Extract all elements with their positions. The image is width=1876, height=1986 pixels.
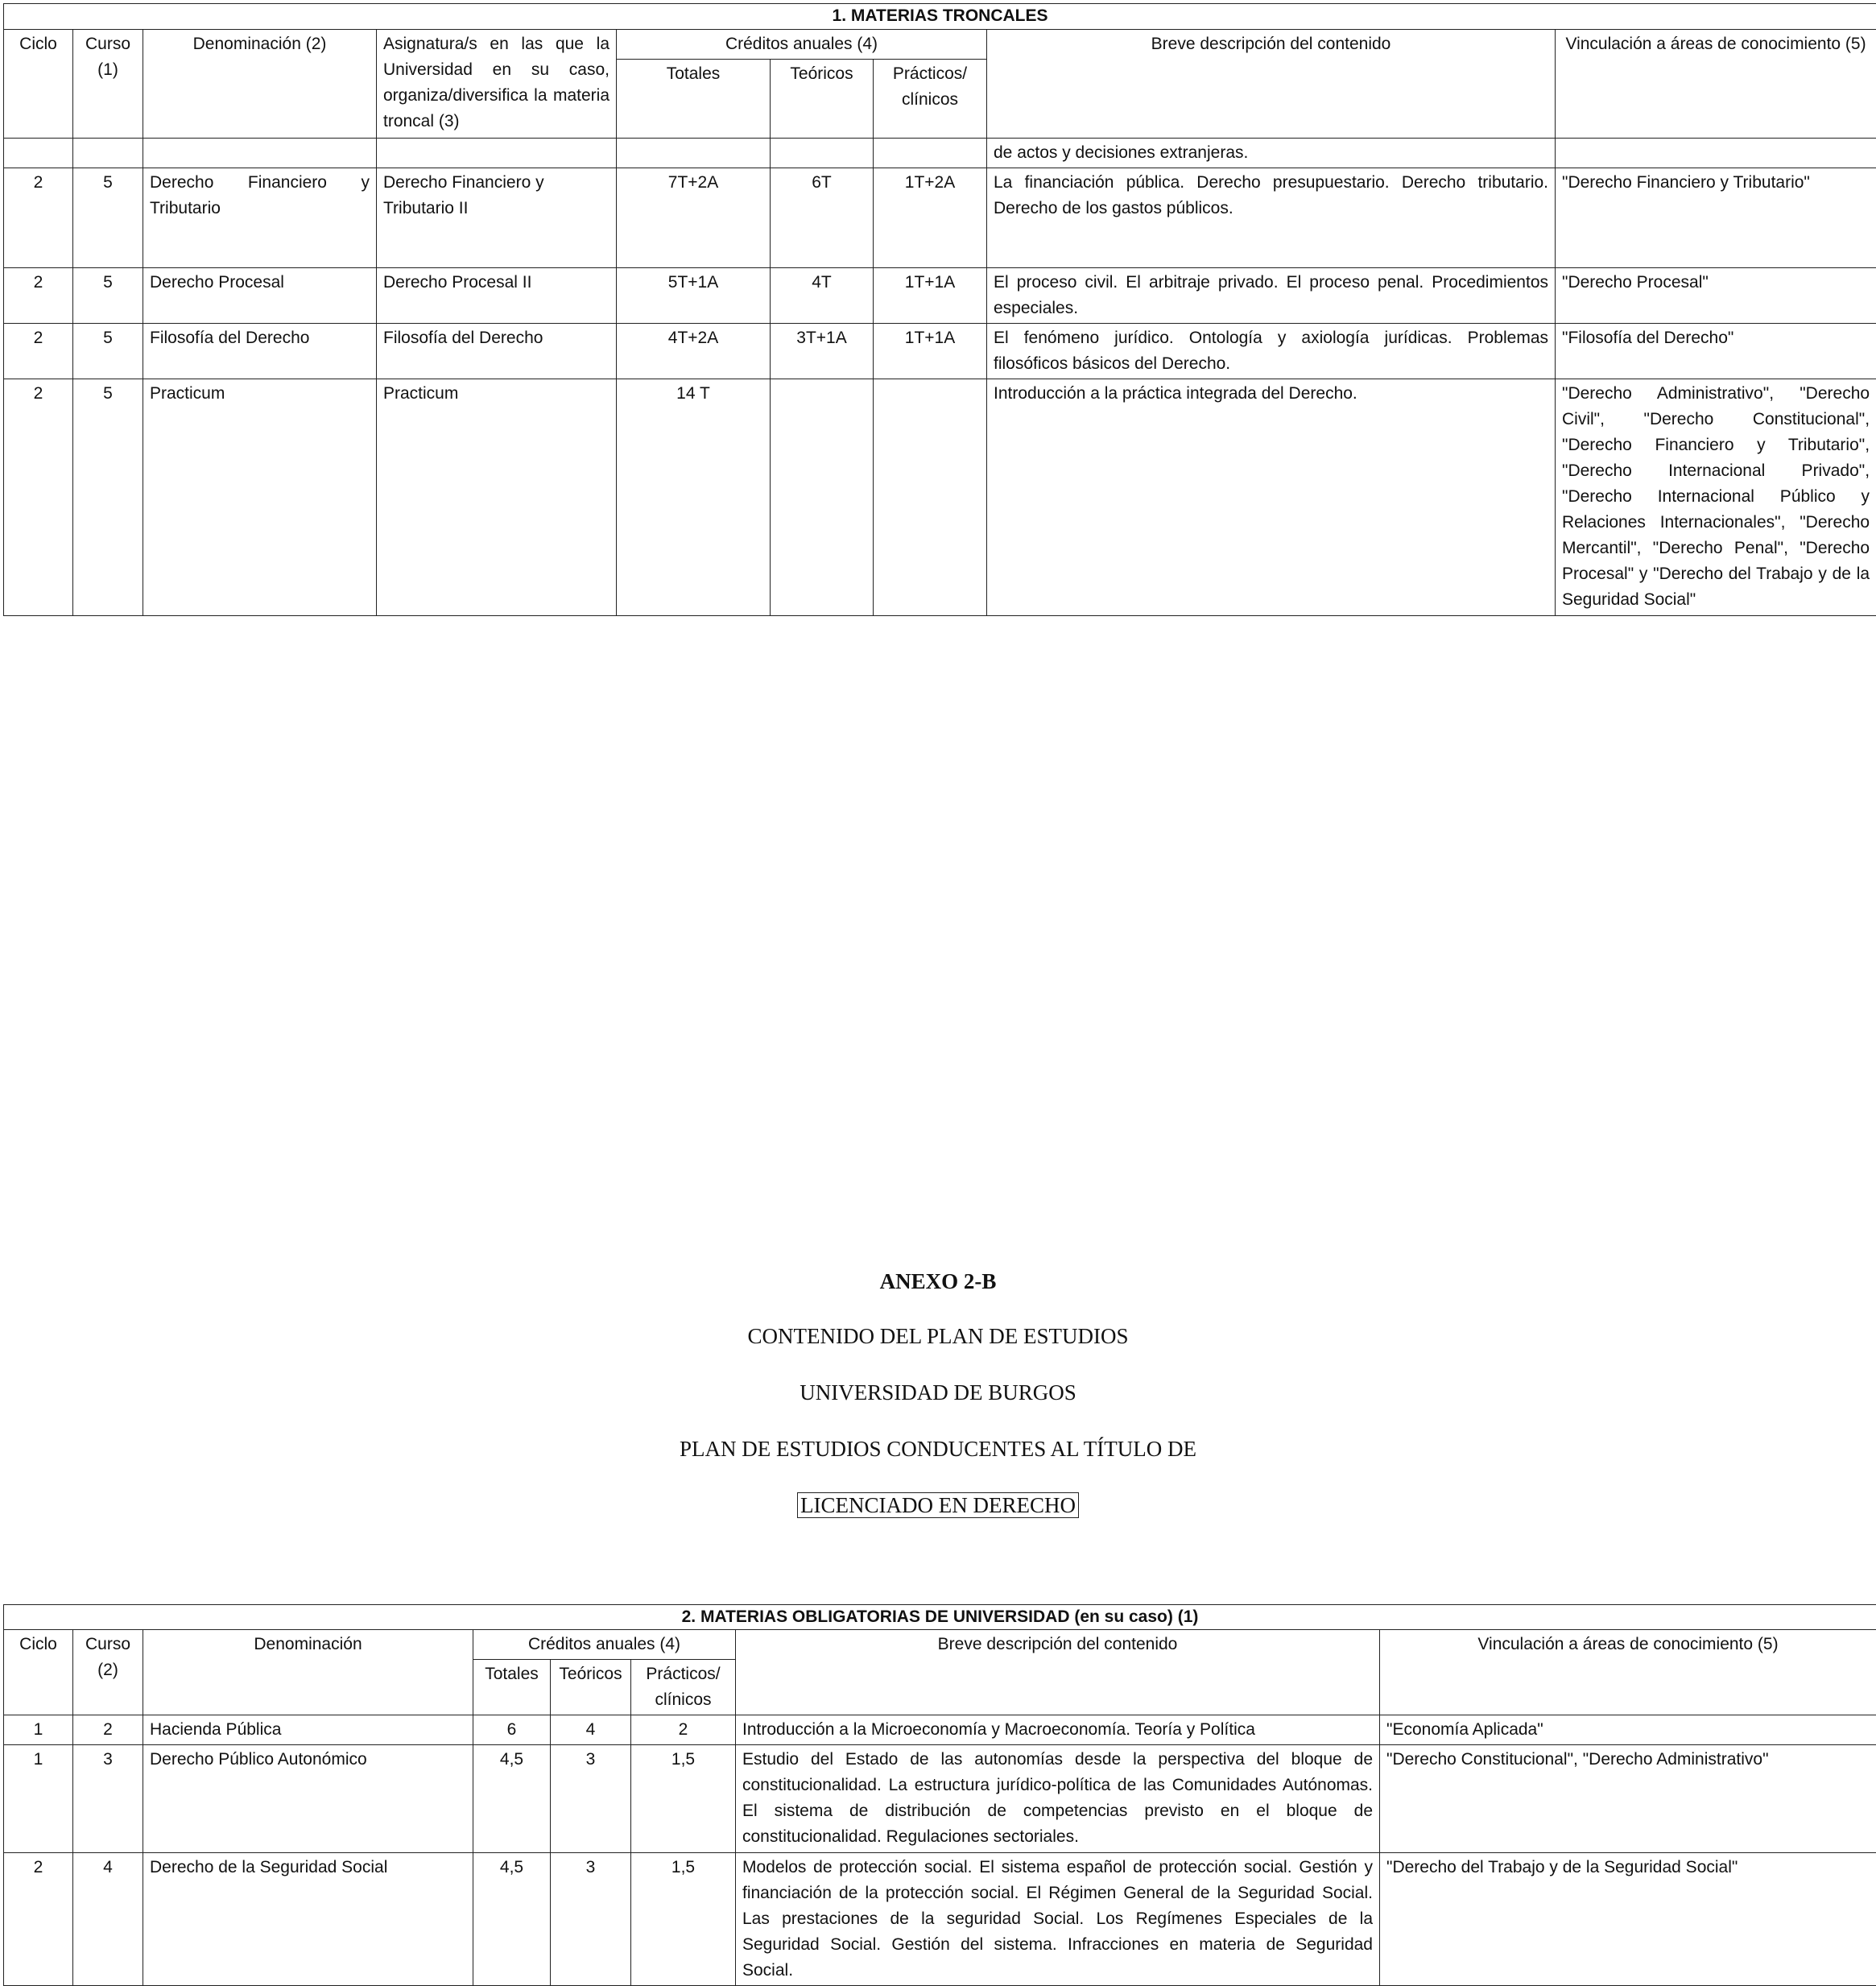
header-asignatura: Asignatura/s en las que la Universidad en su caso, organiza/diversifica la materia troncal (3) [377,30,617,139]
cell-ciclo: 2 [4,379,73,616]
cell-teoricos [771,379,874,616]
cell-vinculacion: "Economía Aplicada" [1380,1715,1876,1745]
table-row [4,268,1876,324]
table-title: 1. MATERIAS TRONCALES [4,4,1876,30]
header-vinculacion: Vinculación a áreas de conocimiento (5) [1380,1630,1876,1715]
cell-teoricos: 3T+1A [771,324,874,379]
table-row [4,139,1876,168]
cell-vinculacion: "Derecho Procesal" [1556,268,1876,324]
cell-ciclo: 2 [4,168,73,268]
header-totales: Totales [473,1660,551,1715]
header-ciclo: Ciclo [4,1630,73,1715]
cell-practicos [874,379,987,616]
cell-vinculacion: "Derecho Constitucional", "Derecho Administrativo" [1380,1745,1876,1853]
cell-denominacion: Derecho Financiero y Tributario [143,168,377,268]
cell-ciclo: 1 [4,1745,73,1853]
cell-vinculacion: "Derecho del Trabajo y de la Seguridad Social" [1380,1853,1876,1986]
cell-totales: 4,5 [473,1745,551,1853]
cell-totales: 7T+2A [617,168,771,268]
header-practicos: Prácticos/ clínicos [874,60,987,139]
continuation-text: de actos y decisiones extranjeras. [987,139,1556,168]
cell-curso: 5 [73,268,143,324]
plan-heading: PLAN DE ESTUDIOS CONDUCENTES AL TÍTULO DE [0,1435,1876,1463]
cell-vinculacion: "Derecho Financiero y Tributario" [1556,168,1876,268]
cell-practicos: 2 [631,1715,736,1745]
table-row [4,1853,1876,1986]
contenido-heading: CONTENIDO DEL PLAN DE ESTUDIOS [0,1322,1876,1350]
cell-curso: 5 [73,379,143,616]
header-denominacion: Denominación (2) [143,30,377,139]
header-creditos: Créditos anuales (4) [473,1630,736,1660]
anexo-heading: ANEXO 2-B [0,1268,1876,1295]
cell-curso: 5 [73,324,143,379]
header-curso: Curso (2) [73,1630,143,1715]
cell-practicos: 1T+1A [874,268,987,324]
cell-teoricos: 4 [551,1715,631,1745]
cell-ciclo: 2 [4,268,73,324]
cell-denominacion: Derecho Procesal [143,268,377,324]
cell-denominacion: Derecho Público Autonómico [143,1745,473,1853]
cell-denominacion: Derecho de la Seguridad Social [143,1853,473,1986]
table-row [4,1745,1876,1853]
cell-totales: 4,5 [473,1853,551,1986]
materias-obligatorias-table [3,1604,1876,1986]
cell-descripcion: Introducción a la Microeconomía y Macroeconomía. Teoría y Política [736,1715,1380,1745]
header-teoricos: Teóricos [771,60,874,139]
cell-teoricos: 4T [771,268,874,324]
universidad-heading: UNIVERSIDAD DE BURGOS [0,1379,1876,1406]
cell-curso: 2 [73,1715,143,1745]
header-vinculacion: Vinculación a áreas de conocimiento (5) [1556,30,1876,139]
cell-curso: 4 [73,1853,143,1986]
cell-denominacion: Hacienda Pública [143,1715,473,1745]
cell-descripcion: Introducción a la práctica integrada del Derecho. [987,379,1556,616]
cell-totales: 14 T [617,379,771,616]
table-row [4,168,1876,268]
header-ciclo: Ciclo [4,30,73,139]
cell-denominacion: Practicum [143,379,377,616]
cell-practicos: 1,5 [631,1745,736,1853]
cell-asignatura: Derecho Financiero y Tributario II [377,168,617,268]
header-descripcion: Breve descripción del contenido [987,30,1556,139]
cell-practicos: 1T+2A [874,168,987,268]
cell-teoricos: 6T [771,168,874,268]
cell-totales: 5T+1A [617,268,771,324]
table-row [4,379,1876,616]
cell-totales: 6 [473,1715,551,1745]
table-title: 2. MATERIAS OBLIGATORIAS DE UNIVERSIDAD (en su caso) (1) [4,1605,1876,1630]
cell-ciclo: 2 [4,1853,73,1986]
table-row [4,324,1876,379]
cell-descripcion: La financiación pública. Derecho presupuestario. Derecho tributario. Derecho de los gastos públicos. [987,168,1556,268]
cell-vinculacion: "Filosofía del Derecho" [1556,324,1876,379]
cell-denominacion: Filosofía del Derecho [143,324,377,379]
titulo-box: LICENCIADO EN DERECHO [797,1492,1079,1518]
cell-curso: 5 [73,168,143,268]
header-creditos: Créditos anuales (4) [617,30,987,60]
cell-curso: 3 [73,1745,143,1853]
cell-descripcion: El proceso civil. El arbitraje privado. El proceso penal. Procedimientos especiales. [987,268,1556,324]
cell-ciclo: 1 [4,1715,73,1745]
titulo-heading [0,1492,1876,1519]
header-curso: Curso (1) [73,30,143,139]
table-row [4,1715,1876,1745]
cell-descripcion: Estudio del Estado de las autonomías desde la perspectiva del bloque de constitucionalidad. La estructura jurídico-política de las Comunidades Autónomas. El sistema de distribución de competencias previsto en el bloque de constitucionalidad. Regulaciones sectoriales. [736,1745,1380,1853]
materias-troncales-table [3,3,1876,616]
cell-teoricos: 3 [551,1853,631,1986]
cell-asignatura: Practicum [377,379,617,616]
header-practicos: Prácticos/ clínicos [631,1660,736,1715]
cell-teoricos: 3 [551,1745,631,1853]
cell-descripcion: El fenómeno jurídico. Ontología y axiología jurídicas. Problemas filosóficos básicos del Derecho. [987,324,1556,379]
header-descripcion: Breve descripción del contenido [736,1630,1380,1715]
header-denominacion: Denominación [143,1630,473,1715]
header-teoricos: Teóricos [551,1660,631,1715]
header-totales: Totales [617,60,771,139]
cell-vinculacion: "Derecho Administrativo", "Derecho Civil", "Derecho Constitucional", "Derecho Financiero y Tributario", "Derecho Internacional Privado", "Derecho Internacional Público y Relaciones Internacionales", "Derecho Mercantil", "Derecho Penal", "Derecho Procesal" y "Derecho del Trabajo y de la Seguridad Social" [1556,379,1876,616]
cell-practicos: 1T+1A [874,324,987,379]
cell-ciclo: 2 [4,324,73,379]
cell-asignatura: Derecho Procesal II [377,268,617,324]
cell-descripcion: Modelos de protección social. El sistema español de protección social. Gestión y financiación de la protección social. El Régimen General de la Seguridad Social. Las prestaciones de la seguridad Social. Los Regímenes Especiales de la Seguridad Social. Gestión del sistema. Infracciones en materia de Seguridad Social. [736,1853,1380,1986]
cell-asignatura: Filosofía del Derecho [377,324,617,379]
cell-totales: 4T+2A [617,324,771,379]
cell-practicos: 1,5 [631,1853,736,1986]
